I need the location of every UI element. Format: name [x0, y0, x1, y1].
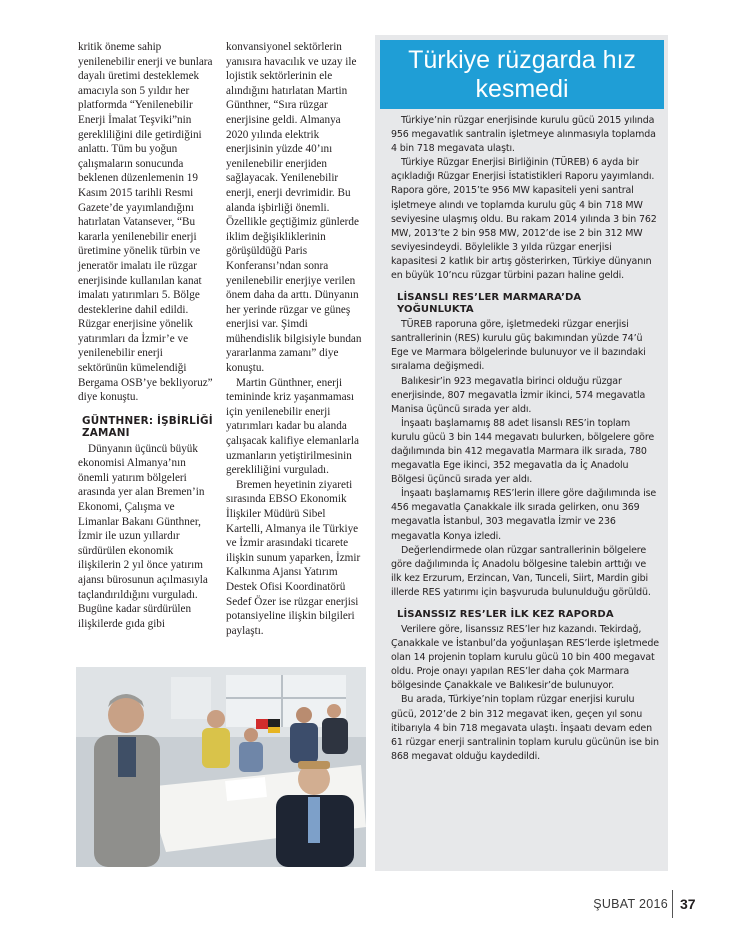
footer-divider	[672, 890, 673, 918]
column2-paragraph-1: konvansiyonel sektörlerin yanısıra havacılık ve uzay ile lojistik sektörlerinin ele alındığını hatırlatan Martin Günthner, “Sıra rüzgar enerjisine geldi. Almanya 2020 yılında elektrik enerjisinin yüzde 40’ını yenilenebilir enerjiden sağlayacak. Yenilenebilir enerji, enerji devrimidir. Bu alanda işbirliği önemli. Özellikle geçtiğimiz günlerde iklim değişikliklerinin görüşüldüğü Paris Konferansı’ndan sonra yenilenebilir enerjiye verilen önem daha da arttı. Dünyanın her yerinde rüzgar ve güneş enerjisi var. Şimdi mühendislik bilgisiyle bundan yararlanma zamanı” diye konuştu.	[226, 41, 362, 375]
column1-paragraph-2: Dünyanın üçüncü büyük ekonomisi Almanya’nın önemli yatırım bölgeleri arasında yer alan Bremen’in Ekonomi, Çalışma ve Limanlar Bakanı Günthner, İzmir ile uzun yıllardır sürdürülen ekonomik ilişkilerin 2 yıl önce yatırım ajansı bürosunun açılmasıyla taçlandırıldığını vurguladı. Bugüne kadar sürdürülen ilişkilerde gıda gibi	[78, 442, 208, 630]
sidebar-paragraph: İnşaatı başlamamış 88 adet lisanslı RES’in toplam kurulu gücü 3 bin 144 megavatı bulurken, bölgelere göre dağılımında bin 412 megavatla Marmara ilk sırada, 780 megavatla Ege ikinci, 352 megavatla da İç Anadolu Bölgesi üçüncü sırada yer aldı.	[391, 417, 655, 486]
sidebar-paragraph: İnşaatı başlamamış RES’lerin illere göre dağılımında ise 456 megavatla Çanakkale ilk sırada gelirken, onu 369 megavatla İstanbul, 303 megavatla İzmir ve 236 megavatla Konya izledi.	[391, 488, 657, 542]
sidebar-paragraph: Türkiye’nin rüzgar enerjisinde kurulu gücü 2015 yılında 956 megavatlık santralin işletmeye alınmasıyla toplamda 4 bin 718 megavata ulaştı.	[391, 115, 656, 155]
sidebar-paragraph: Değerlendirmede olan rüzgar santrallerinin bölgelere göre dağılımında İç Anadolu bölgesine talebin arttığı ve ilk kez Erzurum, Erzincan, Van, Tunceli, Siirt, Mardin gibi illerde RES yatırımı için başvuruda bulunulduğu görüldü.	[391, 544, 651, 598]
column1-paragraph-1: kritik öneme sahip yenilenebilir enerji ve bunlara dayalı üretimi desteklemek amacıyla son 5 yıldır her platformda “Yenilenebilir Enerji İmalat Teşviki”nin gerekliliğini dile getirdiğini anlattı. Tüm bu yoğun çalışmaların sonucunda beklenen düzenlemenin 19 Kasım 2015 tarihli Resmi Gazete’de yayımlandığını hatırlatan Vatansever, “Bu kararla yenilenebilir enerji üretimine yönelik türbin ve jeneratör imalatı ile rüzgar enerjisinde kullanılan kanat imalatı yatırımları 5. Bölge desteklerine dahil edildi. Rüzgar enerjisine yönelik yatırımları da İzmir’e ve yenilenebilir enerji sektörünün kümelendiği Bergama OSB’ye bekliyoruz” diye konuştu.	[78, 41, 213, 404]
sidebar-paragraph: TÜREB raporuna göre, işletmedeki rüzgar enerjisi santrallerinin (RES) kurulu güç bakımından yüzde 74’ü Ege ve Marmara bölgelerinde bulunuyor ve il bazındaki sıralama değişmedi.	[391, 319, 646, 373]
sidebar-paragraph: Bu arada, Türkiye’nin toplam rüzgar enerjisi kurulu gücü, 2012’de 2 bin 312 megavat iken, geçen yıl sonu itibarıyla 4 bin 718 megavata ulaştı. İnşaatı devam eden 61 rüzgar enerji santralinin toplam kurulu gücünün ise bin 868 megavat olduğu kaydedildi.	[391, 694, 659, 762]
sidebar-body	[391, 114, 659, 764]
meeting-photo	[76, 667, 366, 867]
column2-paragraph-2: Martin Günthner, enerji temininde kriz yaşanmaması için yenilenebilir enerji yatırımları kadar bu alanda çalışacak kalifiye elemanlarla uzmanların yetiştirilmesinin gerekliliğini vurguladı.	[226, 376, 359, 477]
footer-month: ŞUBAT 2016	[593, 897, 668, 911]
sidebar-paragraph: Türkiye Rüzgar Enerjisi Birliğinin (TÜREB) 6 ayda bir açıkladığı Rüzgar Enerjisi İstatistikleri Raporu yayımlandı. Rapora göre, 2015’te 956 MW kapasiteli yeni santral işletmeye alındı ve toplamda kurulu güç 4 bin 718 MW seviyesine ulaşmış oldu. Bu rakam 2014 yılında 3 bin 762 MW, 2013’te 2 bin 958 MW, 2012’de ise 2 bin 312 MW seviyesindeydi. Böylelikle 3 yılda rüzgar enerjisi kapasitesi 2 katlık bir artış gösterirken, Türkiye dünyanın en büyük 10’ncu rüzgar türbini pazarı haline geldi.	[391, 157, 657, 282]
meeting-photo-illustration	[76, 667, 366, 867]
sidebar-heading-unlicensed: LİSANSSIZ RES’LER İLK KEZ RAPORDA	[397, 609, 614, 620]
sidebar-box	[375, 35, 668, 871]
sidebar-paragraph: Balıkesir’in 923 megavatla birinci olduğu rüzgar enerjisinde, 807 megavatla İzmir ikinci, 574 megavatla Manisa üçüncü sırada yer aldı.	[391, 375, 646, 415]
sidebar-heading-licensed: LİSANSLI RES’LER MARMARA’DA YOĞUNLUKTA	[397, 292, 582, 316]
article-column-2	[226, 40, 364, 638]
column2-paragraph-3: Bremen heyetinin ziyareti sırasında EBSO Ekonomik İlişkiler Müdürü Sibel Kartelli, Almanya ile Türkiye ve İzmir arasındaki ticarete ilişkin sunum yaparken, İzmir Kalkınma Ajansı Yatırım Destek Ofisi Koordinatörü Sedef Özer ise rüzgar enerjisi potansiyeline ilişkin bilgileri paylaştı.	[226, 478, 361, 637]
sidebar-paragraph: Verilere göre, lisanssız RES’ler hız kazandı. Tekirdağ, Çanakkale ve İstanbul’da yoğunlaşan RES’lerde işletmede olan 14 projenin toplam kurulu gücü 10 bin 400 megavat oldu. Proje onayı yapılan RES’ler daha çok Marmara bölgesinde Çanakkale ve Balıkesir’de bulunuyor.	[391, 624, 659, 692]
section-heading-gunthner: GÜNTHNER: İŞBİRLİĞİ ZAMANI	[82, 414, 213, 440]
article-column-1	[78, 40, 214, 631]
page-number: 37	[680, 896, 696, 912]
sidebar-title: Türkiye rüzgarda hız kesmedi	[380, 40, 664, 109]
